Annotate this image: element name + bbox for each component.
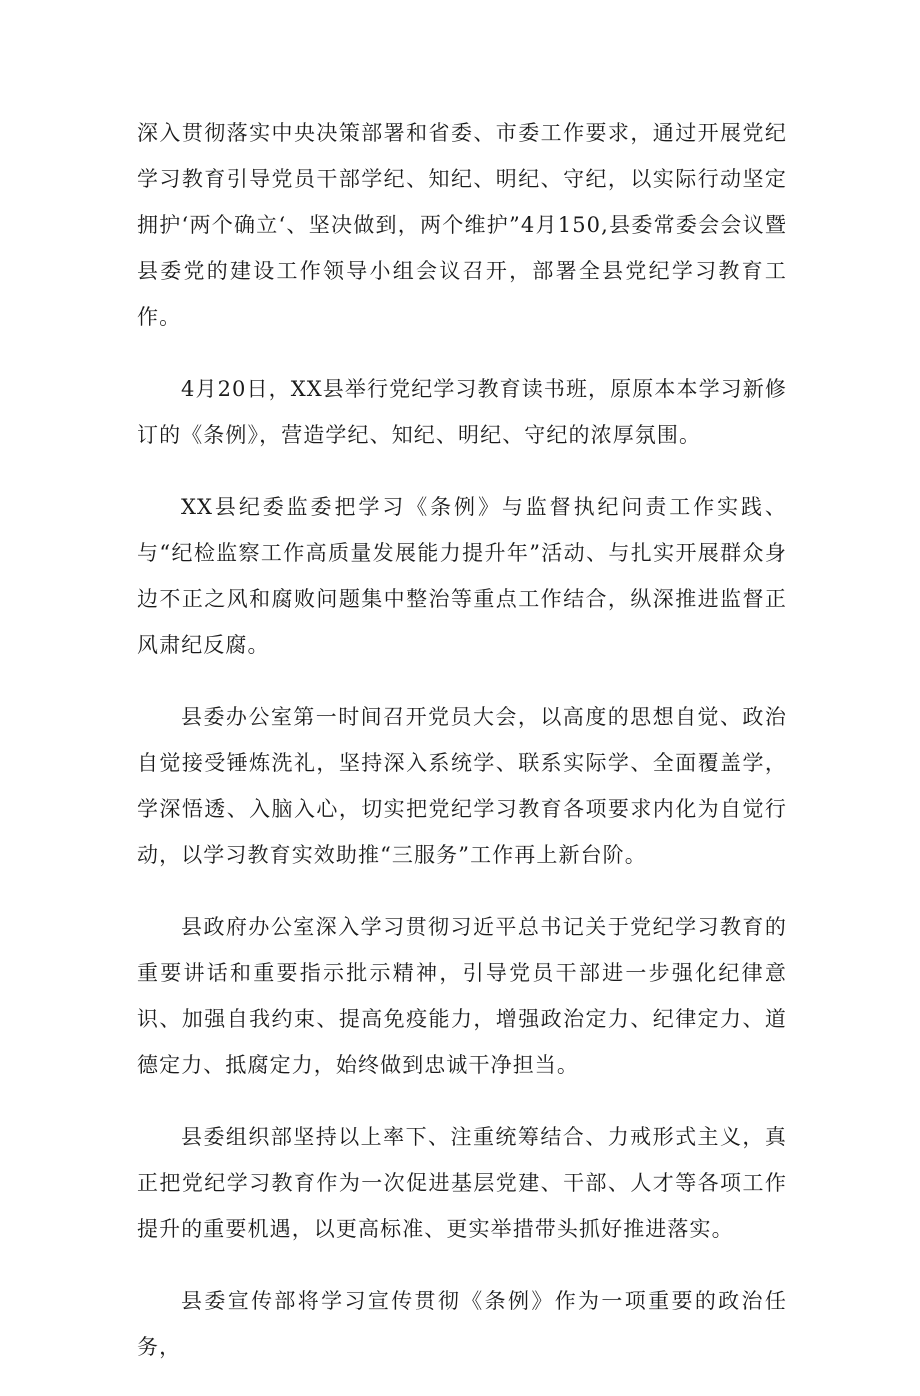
document-body	[137, 110, 787, 1396]
paragraph-7: 县委宣传部将学习宣传贯彻《条例》作为一项重要的政治任务，	[137, 1289, 787, 1359]
paragraph-3: XX县纪委监委把学习《条例》与监督执纪问责工作实践、与“纪检监察工作高质量发展能力提升年”活动、与扎实开展群众身边不正之风和腐败问题集中整治等重点工作结合，纵深推进监督正风肃纪反腐。	[137, 495, 787, 657]
paragraph-2: 4月20日，XX县举行党纪学习教育读书班，原原本本学习新修订的《条例》，营造学纪、知纪、明纪、守纪的浓厚氛围。	[137, 377, 787, 447]
paragraph-5: 县政府办公室深入学习贯彻习近平总书记关于党纪学习教育的重要讲话和重要指示批示精神，引导党员干部进一步强化纪律意识、加强自我约束、提高免疫能力，增强政治定力、纪律定力、道德定力、抵腐定力，始终做到忠诚干净担当。	[137, 915, 787, 1077]
paragraph-6: 县委组织部坚持以上率下、注重统筹结合、力戒形式主义，真正把党纪学习教育作为一次促进基层党建、干部、人才等各项工作提升的重要机遇，以更高标准、更实举措带头抓好推进落实。	[137, 1125, 787, 1241]
paragraph-4: 县委办公室第一时间召开党员大会，以高度的思想自觉、政治自觉接受锤炼洗礼，坚持深入系统学、联系实际学、全面覆盖学，学深悟透、入脑入心，切实把党纪学习教育各项要求内化为自觉行动，以学习教育实效助推“三服务”工作再上新台阶。	[137, 705, 787, 867]
paragraph-1: 深入贯彻落实中央决策部署和省委、市委工作要求，通过开展党纪学习教育引导党员干部学纪、知纪、明纪、守纪，以实际行动坚定拥护‘两个确立‘、坚决做到，两个维护”4月150,县委常委会会议暨县委党的建设工作领导小组会议召开，部署全县党纪学习教育工作。	[137, 121, 787, 329]
